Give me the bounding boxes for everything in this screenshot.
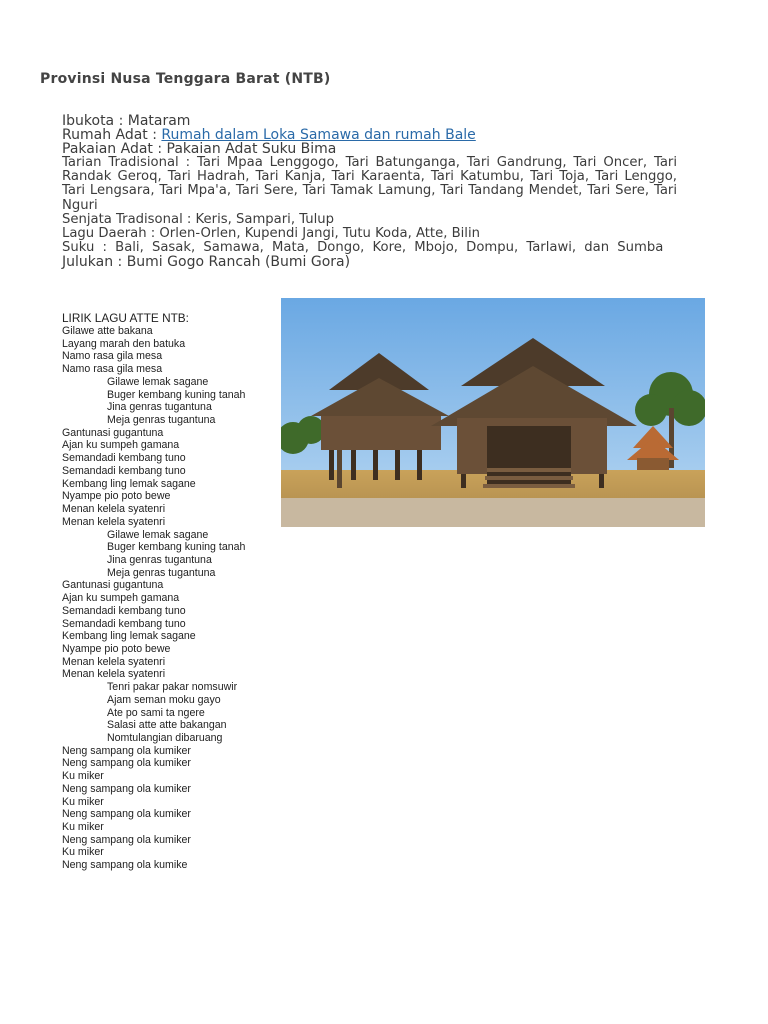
lyric-line: Menan kelela syatenri [62, 515, 166, 528]
lyric-line: Menan kelela syatenri [62, 655, 166, 668]
info-suku: Suku : Bali, Sasak, Samawa, Mata, Dongo, Kore, Mbojo, Dompu, Tarlawi, dan Sumba [62, 239, 664, 255]
stairs [483, 468, 575, 488]
lyric-line: Ajam seman moku gayo [107, 693, 221, 706]
lyric-line: Tenri pakar pakar nomsuwir [107, 681, 238, 694]
info-lagu-daerah: Lagu Daerah : Orlen-Orlen, Kupendi Jangi, Tutu Koda, Atte, Bilin [62, 225, 480, 241]
info-julukan: Julukan : Bumi Gogo Rancah (Bumi Gora) [62, 253, 351, 270]
lyric-line: Semandadi kembang tuno [62, 452, 186, 465]
lyric-line: Namo rasa gila mesa [62, 363, 163, 376]
lyric-line: Jina genras tugantuna [107, 553, 212, 566]
lyric-line: Neng sampang ola kumiker [62, 744, 191, 757]
lyric-line: Layang marah den batuka [62, 337, 186, 350]
lyric-line: Gilawe atte bakana [62, 325, 153, 337]
lyric-line: Gantunasi gugantuna [62, 426, 164, 439]
lyric-line: Ku miker [62, 795, 104, 808]
lyrics-block [62, 311, 277, 872]
info-senjata: Senjata Tradisonal : Keris, Sampari, Tulup [62, 211, 335, 227]
lyric-line: Semandadi kembang tuno [62, 464, 186, 477]
lyric-line: Nyampe pio poto bewe [62, 642, 171, 655]
lyric-line: Ate po sami ta ngere [107, 706, 205, 719]
info-ibukota: Ibukota : Mataram [62, 113, 191, 129]
info-tarian: Tarian Tradisional : Tari Mpaa Lenggogo, Tari Batunganga, Tari Gandrung, Tari Oncer, Tari Randak Geroq, Tari Hadrah, Tari Kanja, Tari Karaenta, Tari Katumbu, Tari Toja, Tari Lenggo, Tari Lengsara, Tari Mpa'a, Tari Sere, Tari Tamak Lamung, Tari Tandang Mendet, Tari Sere, Tari Nguri [62, 155, 677, 213]
info-rumah-adat [62, 128, 677, 142]
info-pakaian-adat: Pakaian Adat : Pakaian Adat Suku Bima [62, 141, 337, 158]
lyric-line: Jina genras tugantuna [107, 401, 212, 414]
lyric-line: Nyampe pio poto bewe [62, 490, 171, 503]
lyric-line: Ku miker [62, 821, 104, 834]
province-info [62, 114, 677, 269]
lyric-line: Semandadi kembang tuno [62, 617, 186, 630]
lyric-line: Nomtulangian dibaruang [107, 732, 223, 744]
lyric-line: Salasi atte atte bakangan [107, 719, 227, 732]
lyric-line: Neng sampang ola kumiker [62, 833, 191, 846]
lyric-line: Gilawe lemak sagane [107, 375, 209, 388]
lyric-line: Ku miker [62, 770, 104, 783]
lyric-line: Ku miker [62, 846, 104, 859]
lyric-line: Ajan ku sumpeh gamana [62, 592, 180, 605]
lyric-line: Menan kelela syatenri [62, 668, 166, 681]
lyric-line: Neng sampang ola kumike [62, 859, 188, 872]
lyric-line: Meja genras tugantuna [107, 414, 216, 427]
lyric-line: Kembang ling lemak sagane [62, 630, 196, 643]
info-rumah-label: Rumah Adat : [62, 127, 162, 144]
lyrics-lines [62, 325, 277, 872]
lyric-line: Gantunasi gugantuna [62, 579, 164, 592]
lyric-line: Neng sampang ola kumiker [62, 757, 191, 770]
traditional-house-photo [281, 298, 705, 527]
lyric-line: Namo rasa gila mesa [62, 350, 163, 363]
lyric-line: Kembang ling lemak sagane [62, 477, 196, 490]
rumah-adat-link[interactable]: Rumah dalam Loka Samawa dan rumah Bale [161, 127, 476, 144]
lyric-line: Buger kembang kuning tanah [107, 541, 246, 554]
paved-path [281, 498, 705, 527]
lyric-line: Ajan ku sumpeh gamana [62, 439, 180, 452]
house-illustration [281, 298, 705, 527]
lyric-line: Menan kelela syatenri [62, 503, 166, 516]
lyric-line: Neng sampang ola kumiker [62, 808, 191, 821]
lyric-line: Gilawe lemak sagane [107, 528, 209, 541]
lyric-line: Neng sampang ola kumiker [62, 782, 191, 795]
lyric-line: Semandadi kembang tuno [62, 604, 186, 617]
lyric-line: Buger kembang kuning tanah [107, 388, 246, 401]
lyric-line: Meja genras tugantuna [107, 566, 216, 579]
page-title: Provinsi Nusa Tenggara Barat (NTB) [40, 71, 331, 87]
lyrics-heading: LIRIK LAGU ATTE NTB: [62, 311, 189, 325]
